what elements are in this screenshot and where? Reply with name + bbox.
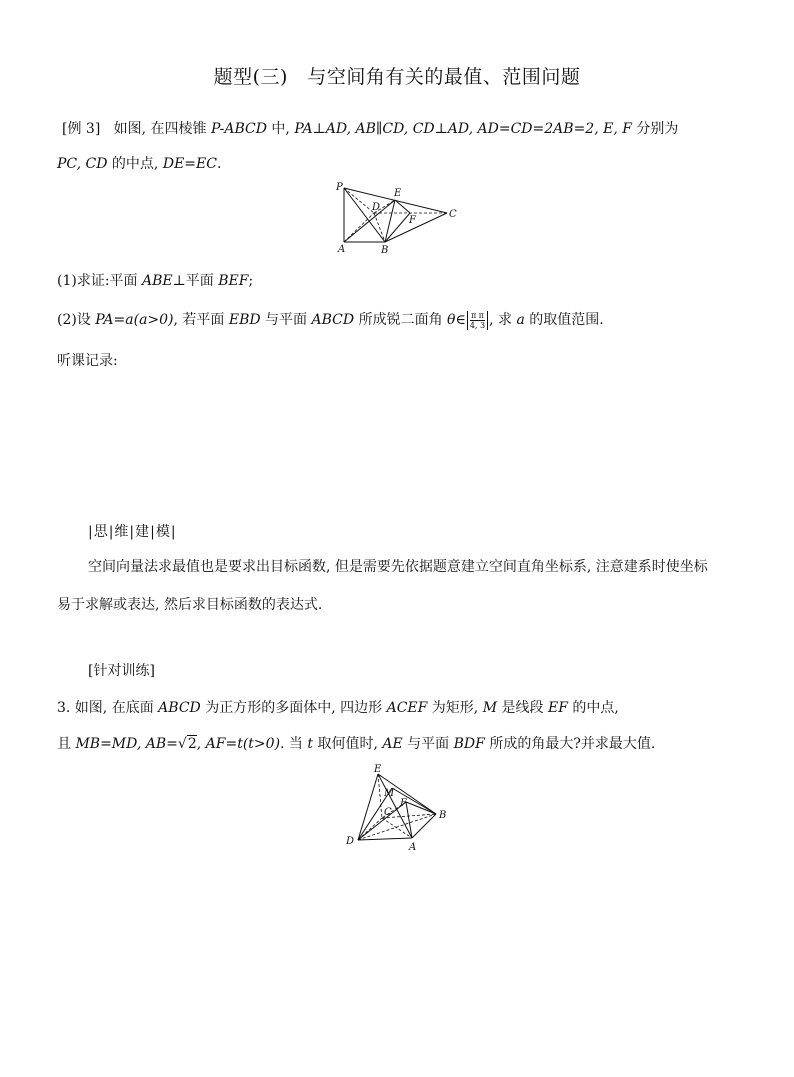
text: ⊥平面 bbox=[172, 273, 219, 289]
label-B: B bbox=[381, 245, 389, 256]
math: AE bbox=[382, 736, 403, 752]
question-1 bbox=[57, 270, 253, 290]
modeling-header: |思|维|建|模| bbox=[88, 524, 177, 540]
text: , 求 bbox=[489, 312, 517, 328]
label-A: A bbox=[409, 842, 417, 853]
math: EF bbox=[547, 700, 568, 716]
page-title: 题型(三) 与空间角有关的最值、范围问题 bbox=[213, 66, 581, 88]
interval-fraction bbox=[467, 311, 488, 330]
label-C: C bbox=[384, 807, 392, 818]
math: PA⊥AD, AB∥CD, CD⊥AD, AD=CD=2AB=2, E, F bbox=[294, 121, 632, 137]
label-B: B bbox=[439, 810, 447, 821]
text: 如图, 在四棱锥 bbox=[113, 121, 211, 137]
text: 所成锐二面角 bbox=[354, 312, 448, 328]
label-D: D bbox=[372, 202, 381, 213]
math: P-ABCD bbox=[211, 121, 267, 137]
text: , bbox=[196, 736, 206, 752]
example-line-2 bbox=[57, 153, 221, 173]
text: 取何值时, bbox=[313, 736, 383, 752]
math: t bbox=[307, 736, 314, 752]
label-P: P bbox=[336, 182, 343, 193]
math: AF=t(t>0) bbox=[205, 736, 281, 752]
fraction-numerator: π π bbox=[470, 310, 484, 320]
label-M: M bbox=[384, 788, 395, 799]
math: ACEF bbox=[386, 700, 428, 716]
training-line-1 bbox=[57, 697, 619, 717]
math: ABE bbox=[142, 273, 173, 289]
math: M bbox=[482, 700, 498, 716]
question-2 bbox=[57, 309, 604, 330]
fraction-denominator: 4, 3 bbox=[469, 320, 486, 330]
modeling-text-2: 易于求解或表达, 然后求目标函数的表达式. bbox=[57, 597, 323, 613]
pyramid-figure bbox=[330, 180, 465, 258]
math: MB=MD, AB= bbox=[75, 736, 178, 752]
example-line-1 bbox=[62, 118, 678, 138]
math: BDF bbox=[453, 736, 485, 752]
text: (2)设 bbox=[57, 312, 96, 328]
math: BEF bbox=[218, 273, 249, 289]
math: PA=a(a>0) bbox=[95, 312, 174, 328]
label-E: E bbox=[374, 764, 382, 775]
text: 分别为 bbox=[631, 121, 679, 137]
modeling-text-1: 空间向量法求最值也是要求出目标函数, 但是需要先依据题意建立空间直角坐标系, 注意建系时使坐标 bbox=[88, 559, 708, 575]
text: ∈ bbox=[455, 312, 466, 328]
math: DE=EC bbox=[162, 156, 217, 172]
text: ; bbox=[248, 273, 254, 289]
math: ABCD bbox=[311, 312, 355, 328]
text: 为矩形, bbox=[427, 700, 483, 716]
text: 为正方形的多面体中, 四边形 bbox=[200, 700, 387, 716]
text: . bbox=[216, 156, 222, 172]
text: 3. 如图, 在底面 bbox=[57, 700, 159, 716]
label-E: E bbox=[394, 188, 402, 199]
text: . 当 bbox=[280, 736, 308, 752]
math: a bbox=[516, 312, 525, 328]
sqrt-sign: √ bbox=[177, 736, 187, 752]
text: 是线段 bbox=[497, 700, 548, 716]
label-A: A bbox=[338, 244, 346, 255]
math: ABCD bbox=[158, 700, 201, 716]
example-label: [例 3] bbox=[62, 121, 101, 137]
math: EBD bbox=[228, 312, 261, 328]
text: 与平面 bbox=[260, 312, 312, 328]
math: PC, CD bbox=[57, 156, 108, 172]
training-header: [针对训练] bbox=[88, 663, 155, 679]
text: 的中点, bbox=[107, 156, 163, 172]
text: (1)求证:平面 bbox=[57, 273, 142, 289]
label-F: F bbox=[400, 798, 407, 809]
text: 所成的角最大?并求最大值. bbox=[484, 736, 656, 752]
text: 与平面 bbox=[402, 736, 454, 752]
text: , 若平面 bbox=[173, 312, 229, 328]
sqrt-radicand: 2 bbox=[187, 736, 197, 752]
label-D: D bbox=[346, 836, 355, 847]
polyhedron-figure bbox=[340, 762, 455, 854]
training-line-2 bbox=[57, 733, 655, 753]
notes-label: 听课记录: bbox=[57, 353, 118, 369]
label-F: F bbox=[409, 215, 416, 226]
math: θ bbox=[447, 312, 456, 328]
text: 且 bbox=[57, 736, 76, 752]
label-C: C bbox=[449, 209, 457, 220]
text: 中, bbox=[266, 121, 295, 137]
text: 的中点, bbox=[567, 700, 619, 716]
text: 的取值范围. bbox=[524, 312, 604, 328]
